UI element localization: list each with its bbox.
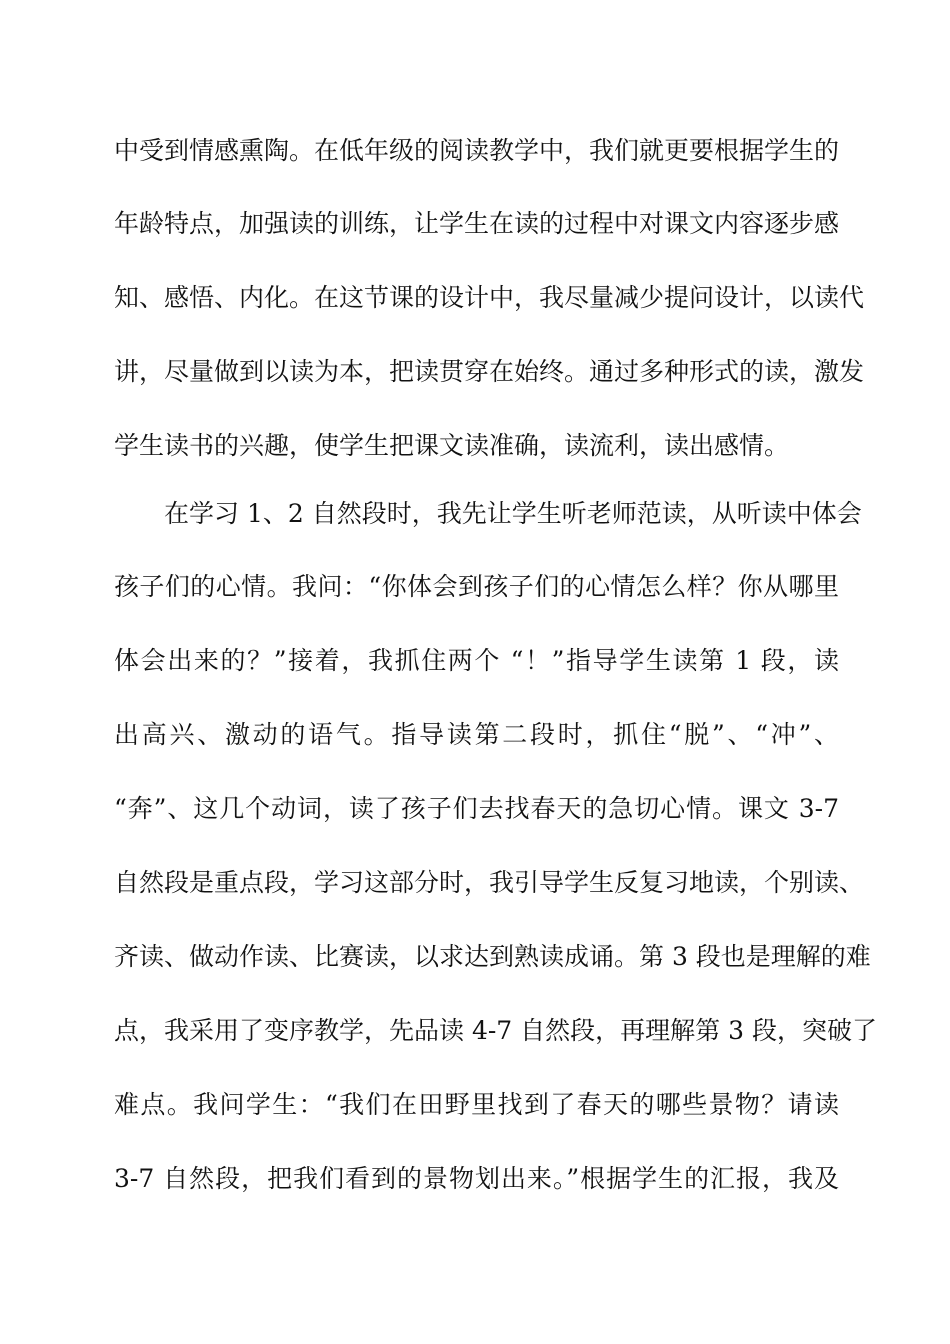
text-line: 点，我采用了变序教学，先品读 4-7 自然段，再理解第 3 段，突破了 (114, 1016, 877, 1045)
text-line: 自然段是重点段，学习这部分时，我引导学生反复习地读，个别读、 (114, 868, 865, 897)
text-line: “奔”、这几个动词，读了孩子们去找春天的急切心情。课文 3-7 (114, 794, 839, 823)
text-line: 知、感悟、内化。在这节课的设计中，我尽量减少提问设计，以读代 (114, 283, 865, 312)
text-line: 3-7 自然段，把我们看到的景物划出来。”根据学生的汇报，我及 (114, 1164, 839, 1193)
text-line: 齐读、做动作读、比赛读，以求达到熟读成诵。第 3 段也是理解的难 (114, 942, 871, 971)
text-line: 讲，尽量做到以读为本，把读贯穿在始终。通过多种形式的读，激发 (114, 357, 865, 386)
text-line: 体会出来的？”接着，我抓住两个 “！”指导学生读第 1 段，读 (114, 646, 839, 675)
text-line: 中受到情感熏陶。在低年级的阅读教学中，我们就更要根据学生的 (114, 136, 840, 165)
text-line: 出高兴、激动的语气。指导读第二段时，抓住“脱”、“冲”、 (114, 720, 839, 749)
text-line: 孩子们的心情。我问：“你体会到孩子们的心情怎么样？你从哪里 (114, 572, 839, 601)
text-line: 难点。我问学生：“我们在田野里找到了春天的哪些景物？请读 (114, 1090, 839, 1119)
text-line: 学生读书的兴趣，使学生把课文读准确，读流利，读出感情。 (114, 431, 790, 460)
paragraph-first-line: 在学习 1、2 自然段时，我先让学生听老师范读，从听读中体会 (164, 499, 862, 528)
text-line: 年龄特点，加强读的训练，让学生在读的过程中对课文内容逐步感 (114, 209, 840, 238)
